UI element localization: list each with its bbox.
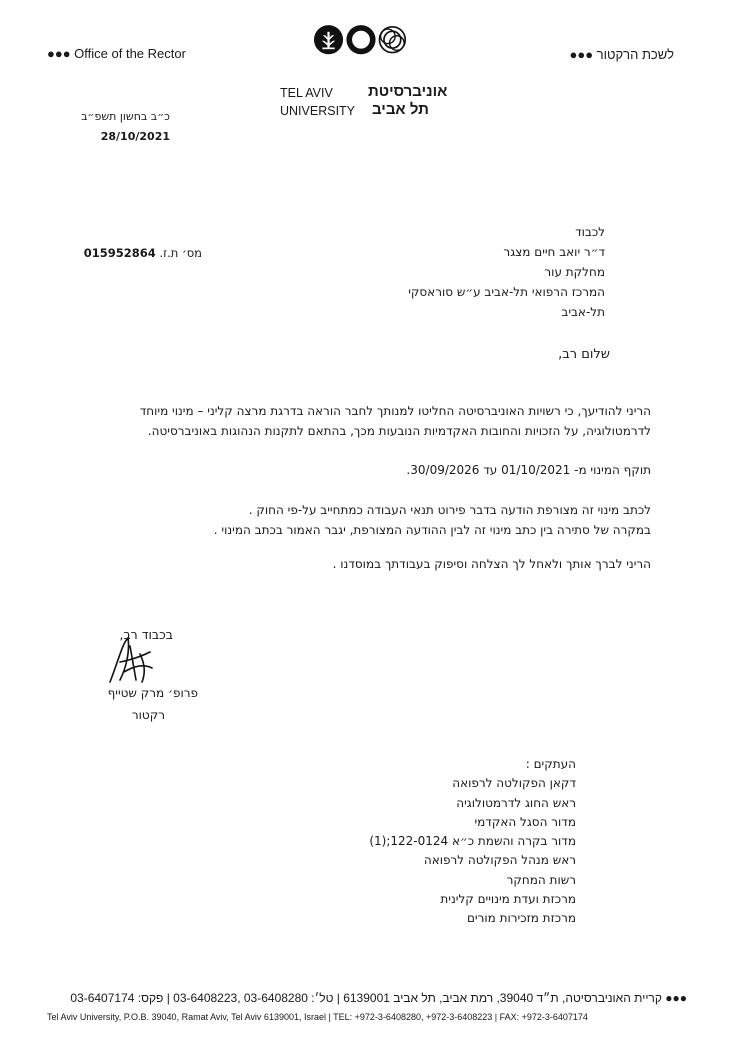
copies-item: מרכזת מזכירות מורים — [466, 911, 576, 926]
recipient-line: תל-אביב — [561, 305, 605, 319]
copies-list — [256, 755, 576, 929]
logo-ring-1 — [349, 28, 373, 52]
recipient-line: מחלקת עור — [544, 265, 605, 279]
logo-text-hebrew-1: אוניברסיטת — [368, 83, 448, 100]
logo-text-hebrew-2: תל אביב — [372, 101, 429, 118]
copies-item: רשות המחקר — [506, 872, 576, 887]
copies-item: מרכזת ועדת מינויים קלינית — [440, 892, 576, 907]
footer-english: Tel Aviv University, P.O.B. 39040, Ramat Aviv, Tel Aviv 6139001, Israel | TEL: +972-3-6408280, +972-3-6408223 | FAX: +972-3-6407174 — [47, 1012, 588, 1022]
signatory-title: רקטור — [131, 708, 165, 722]
paragraph-line: הריני להודיעך, כי רשויות האוניברסיטה החליטו למנותך לחבר הוראה בדרגת מרצה קליני – מינוי מיוחד — [139, 404, 651, 418]
paragraph-line: לדרמטולוגיה, על הזכויות והחובות האקדמיות הנובעות מכך, בהתאם לתקנות הנהוגות באוניברסיטה. — [147, 424, 651, 438]
copies-item: מדור הסגל האקדמי — [474, 814, 576, 829]
recipient-line: לכבוד — [575, 225, 605, 239]
office-of-rector-he: לשכת הרקטור ●●● — [569, 47, 674, 62]
copies-item: ראש מנהל הפקולטה לרפואה — [423, 853, 576, 868]
appointment-term: תוקף המינוי מ- 01/10/2021 עד 30/09/2026. — [406, 463, 651, 477]
logo-text-english-2: UNIVERSITY — [280, 104, 356, 118]
tau-logo — [276, 24, 446, 80]
logo-ring-3 — [384, 31, 401, 48]
office-of-rector-en: ●●● Office of the Rector — [47, 46, 186, 61]
copies-item: מדור בקרה והשמת כ״א 122-0124;(1) — [369, 834, 576, 849]
signature-closing: בכבוד רב, — [119, 627, 173, 642]
copies-item: ראש החוג לדרמטולוגיה — [456, 795, 576, 810]
signatory-name: פרופ׳ מרק שטייף — [107, 686, 198, 700]
recipient-address — [305, 222, 605, 322]
date-gregorian: 28/10/2021 — [100, 130, 170, 143]
recipient-id — [82, 246, 202, 260]
copies-item: דקאן הפקולטה לרפואה — [452, 776, 576, 791]
id-label: מס׳ ת.ז. — [159, 246, 202, 260]
recipient-line: המרכז הרפואי תל-אביב ע״ש סוראסקי — [408, 285, 605, 299]
paragraph-1 — [81, 401, 651, 441]
recipient-line: ד״ר יואב חיים מצגר — [503, 245, 605, 259]
closing-wish: הריני לברך אותך ולאחל לך הצלחה וסיפוק בעבודתך במוסדנו . — [332, 557, 651, 571]
date-hebrew: כ״ב בחשון תשפ״ב — [81, 110, 170, 123]
paragraph-line: במקרה של סתירה בין כתב מינוי זה לבין ההודעה המצורפת, יגבר האמור בכתב המינוי . — [213, 523, 651, 537]
paragraph-2 — [81, 500, 651, 540]
footer-hebrew: ●●● קריית האוניברסיטה, ת״ד 39040, רמת אביב, תל אביב 6139001 | טל׳: 03-6408280 ,03-6408223 | פקס: 03-6407174 — [70, 991, 687, 1005]
paragraph-line: לכתב מינוי זה מצורפת הודעה בדבר פירוט תנאי העבודה כמתחייב על-פי החוק . — [248, 503, 651, 517]
copies-heading: העתקים : — [525, 757, 576, 771]
logo-text-english-1: TEL AVIV — [280, 86, 333, 100]
id-number: 015952864 — [83, 246, 156, 260]
greeting: שלום רב, — [558, 347, 610, 362]
handwritten-signature — [100, 632, 160, 690]
